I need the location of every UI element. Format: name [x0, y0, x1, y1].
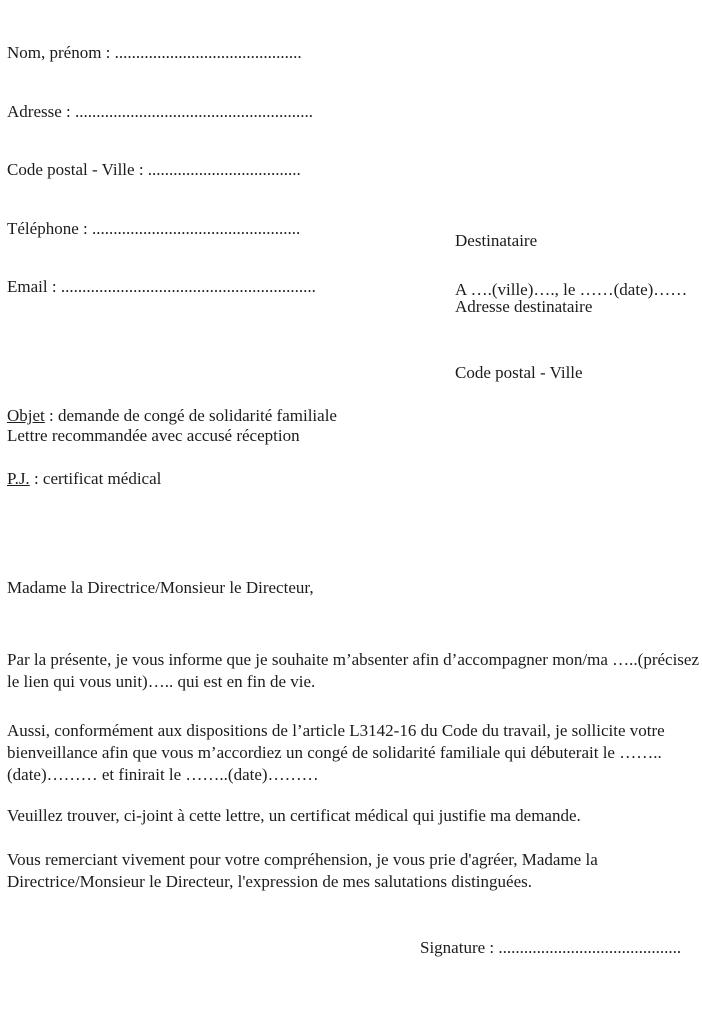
sender-address-line: Adresse : ........................................................ — [7, 101, 313, 121]
registered-mail-mention: Lettre recommandée avec accusé réception — [7, 426, 300, 445]
attachment-label: P.J. — [7, 469, 30, 488]
subject-line — [7, 405, 337, 426]
body-paragraph-closing: Vous remerciant vivement pour votre compréhension, je vous prie d'agréer, Madame la Directrice/Monsieur le Directeur, l'expression de mes salutations distinguées. — [7, 850, 598, 891]
salutation: Madame la Directrice/Monsieur le Directeur, — [7, 578, 314, 597]
sender-phone-line: Téléphone : ................................................. — [7, 218, 301, 238]
recipient-block — [455, 186, 592, 428]
recipient-postal-city-line: Code postal - Ville — [455, 363, 583, 382]
sender-block — [7, 4, 316, 336]
body-paragraph-request: Aussi, conformément aux dispositions de l’article L3142-16 du Code du travail, je sollicite votre bienveillance afin que vous m’accordiez un congé de solidarité familiale qui débuterait le ……..(date)……… et finirait le ……..(date)……… — [7, 721, 665, 784]
sender-email-line: Email : ............................................................ — [7, 277, 316, 296]
body-paragraph-attachment: Veuillez trouver, ci-joint à cette lettre, un certificat médical qui justifie ma demande. — [7, 806, 581, 825]
attachment-line — [7, 468, 337, 489]
sender-name-line: Nom, prénom : ............................................ — [7, 43, 302, 62]
subject-text: : demande de congé de solidarité familiale — [44, 406, 337, 425]
recipient-address-line: Adresse destinataire — [455, 297, 593, 316]
subject-label: Objet — [7, 406, 45, 425]
signature-line: Signature : ........................................... — [420, 938, 682, 957]
place-date-line: A ….(ville)…., le ……(date)…… — [455, 280, 688, 299]
sender-postal-city-line: Code postal - Ville : .................................... — [7, 160, 301, 179]
body-paragraph-intro: Par la présente, je vous informe que je souhaite m’absenter afin d’accompagner mon/ma …..(précisez le lien qui vous unit)….. qui est en fin de vie. — [7, 650, 700, 691]
recipient-name-line: Destinataire — [455, 231, 538, 250]
attachment-text: : certificat médical — [29, 469, 162, 488]
subject-block — [7, 363, 337, 531]
